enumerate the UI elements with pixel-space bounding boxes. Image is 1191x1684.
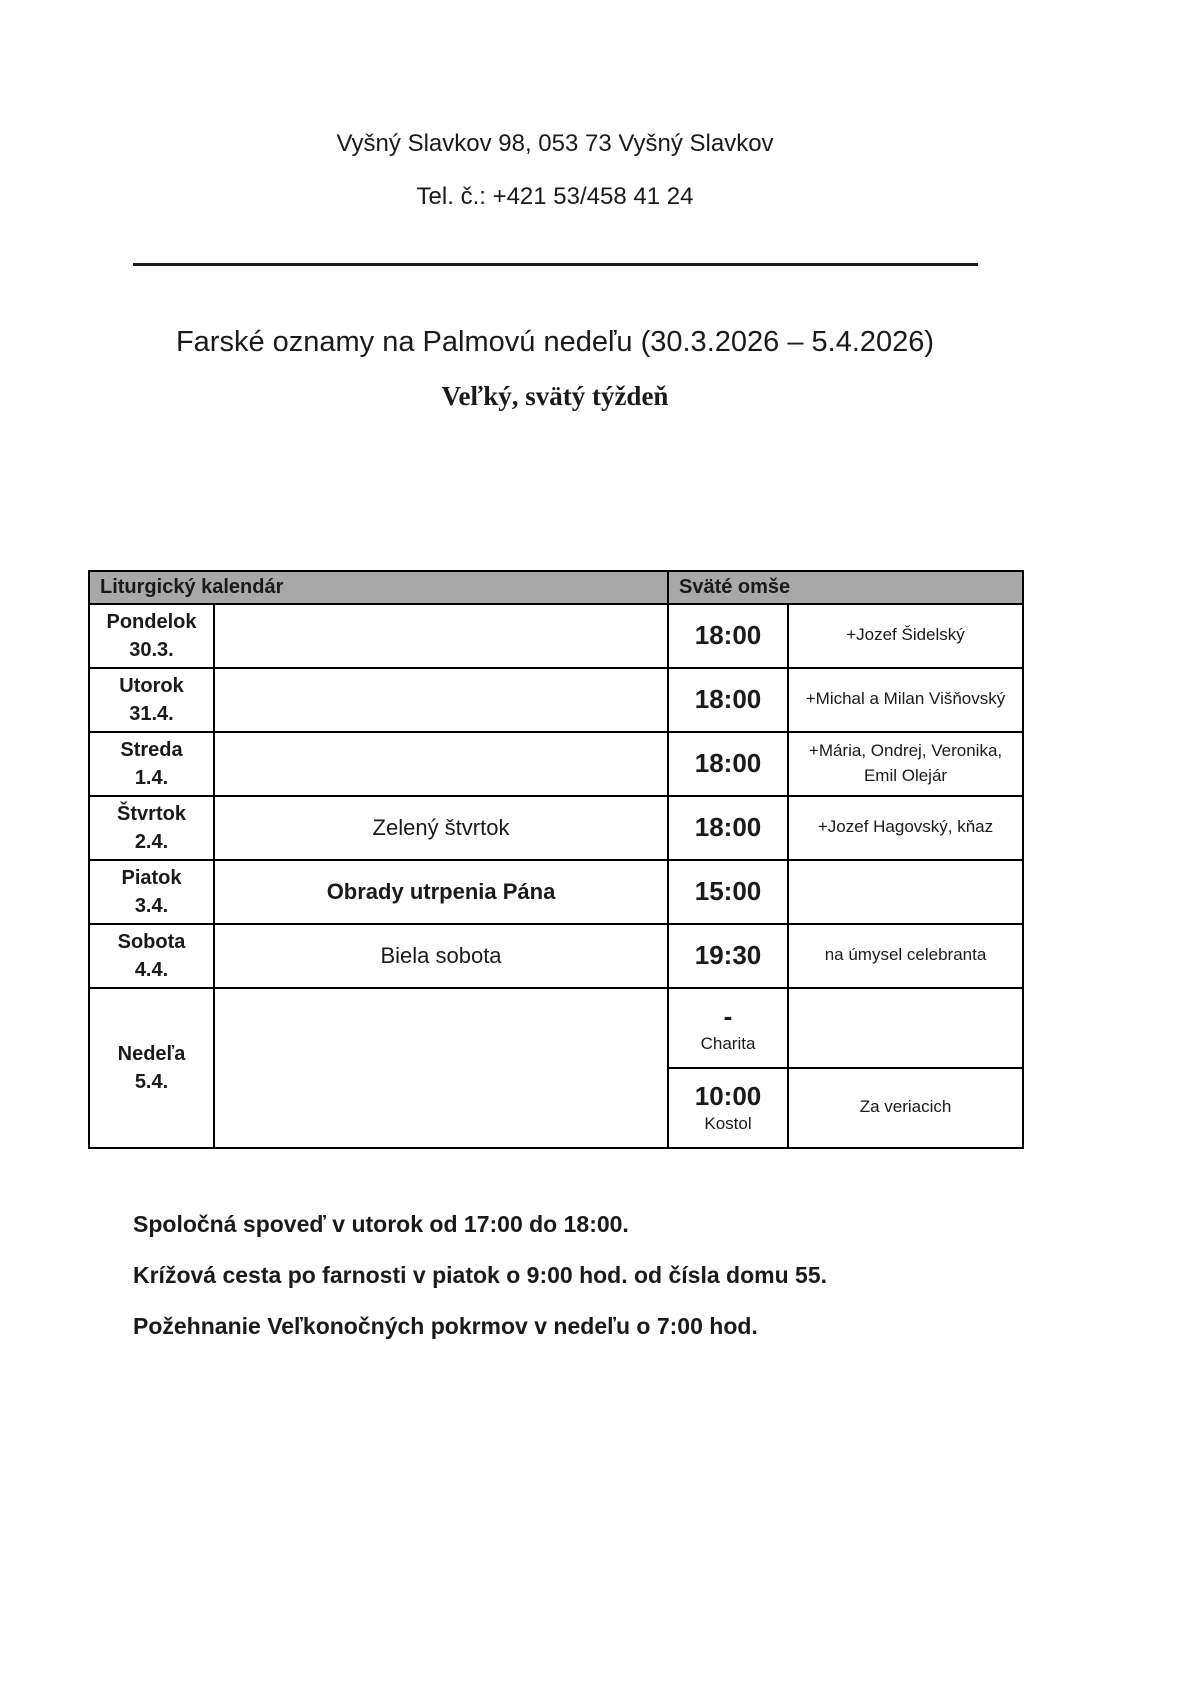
event-cell: Biela sobota <box>214 924 668 988</box>
note-way-of-cross: Krížová cesta po farnosti v piatok o 9:00 hod. od čísla domu 55. <box>133 1261 827 1288</box>
day-name: Piatok <box>121 866 182 889</box>
table-row-wednesday <box>89 732 1023 796</box>
table-row-thursday <box>89 796 1023 860</box>
table-header-row <box>89 571 1023 604</box>
day-cell <box>89 796 214 860</box>
event-cell <box>214 732 668 796</box>
day-cell <box>89 924 214 988</box>
day-date: 30.3. <box>129 638 174 661</box>
time-cell: 18:00 <box>668 796 788 860</box>
day-name: Nedeľa <box>117 1042 186 1065</box>
time-cell: 18:00 <box>668 668 788 732</box>
event-cell: Zelený štvrtok <box>214 796 668 860</box>
day-date: 5.4. <box>134 1070 169 1093</box>
mass-time: 10:00 <box>694 1081 762 1112</box>
document-content <box>88 0 1022 1340</box>
day-cell <box>89 668 214 732</box>
day-name: Sobota <box>117 930 186 953</box>
mass-place: Charita <box>700 1034 756 1054</box>
day-name: Pondelok <box>106 610 197 633</box>
day-name: Streda <box>120 738 183 761</box>
day-cell <box>89 732 214 796</box>
table-row-sunday-1 <box>89 988 1023 1068</box>
day-name: Štvrtok <box>117 802 186 825</box>
day-cell <box>89 860 214 924</box>
header-holy-masses: Sväté omše <box>668 571 1023 604</box>
day-date: 1.4. <box>134 766 169 789</box>
mass-schedule-table <box>88 570 1024 1149</box>
intention-cell: +Mária, Ondrej, Veronika, Emil Olejár <box>788 732 1023 796</box>
parish-phone: Tel. č.: +421 53/458 41 24 <box>416 182 694 210</box>
event-cell <box>214 604 668 668</box>
time-cell: 18:00 <box>668 732 788 796</box>
day-date: 2.4. <box>134 830 169 853</box>
day-date: 4.4. <box>134 958 169 981</box>
day-date: 3.4. <box>134 894 169 917</box>
intention-cell <box>788 860 1023 924</box>
intention-cell <box>788 988 1023 1068</box>
page-title: Farské oznamy na Palmovú nedeľu (30.3.2026 – 5.4.2026) <box>175 325 935 358</box>
intention-cell: na úmysel celebranta <box>788 924 1023 988</box>
note-confession: Spoločná spoveď v utorok od 17:00 do 18:00. <box>133 1210 629 1237</box>
time-cell: 15:00 <box>668 860 788 924</box>
time-cell <box>668 988 788 1068</box>
table-row-friday <box>89 860 1023 924</box>
intention-cell: +Jozef Hagovský, kňaz <box>788 796 1023 860</box>
time-cell: 18:00 <box>668 604 788 668</box>
table-row-monday <box>89 604 1023 668</box>
event-cell <box>214 988 668 1148</box>
intention-cell: +Michal a Milan Višňovský <box>788 668 1023 732</box>
day-name: Utorok <box>119 674 184 697</box>
intention-cell: Za veriacich <box>788 1068 1023 1148</box>
time-cell: 19:30 <box>668 924 788 988</box>
time-cell <box>668 1068 788 1148</box>
mass-place: Kostol <box>704 1114 752 1134</box>
event-cell: Obrady utrpenia Pána <box>214 860 668 924</box>
announcement-notes <box>88 1211 1022 1340</box>
header-liturgical-calendar: Liturgický kalendár <box>89 571 668 604</box>
page-subtitle: Veľký, svätý týždeň <box>441 380 669 411</box>
horizontal-rule <box>133 263 978 266</box>
note-food-blessing: Požehnanie Veľkonočných pokrmov v nedeľu o 7:00 hod. <box>133 1312 758 1339</box>
mass-time: - <box>723 1001 733 1032</box>
parish-address: Vyšný Slavkov 98, 053 73 Vyšný Slavkov <box>336 130 774 157</box>
intention-cell: +Jozef Šidelský <box>788 604 1023 668</box>
table-row-saturday <box>89 924 1023 988</box>
event-cell <box>214 668 668 732</box>
day-cell <box>89 988 214 1148</box>
day-date: 31.4. <box>129 702 174 725</box>
day-cell <box>89 604 214 668</box>
table-row-tuesday <box>89 668 1023 732</box>
